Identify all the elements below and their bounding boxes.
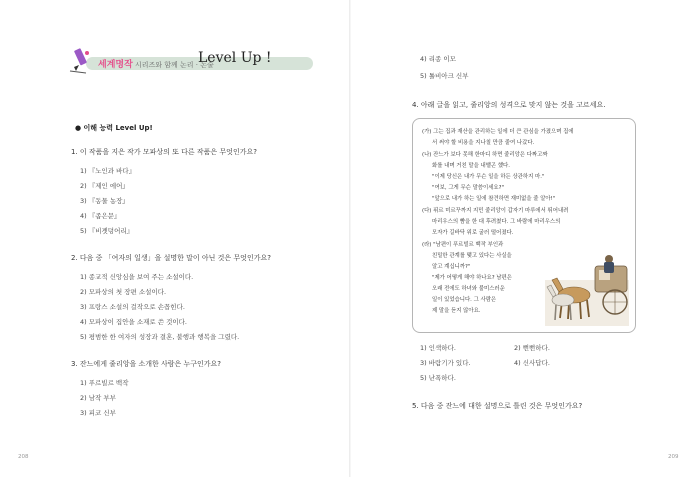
banner-series-rest: 시리즈와 함께 논리 · 논술: [132, 61, 214, 69]
passage-line: 서 써야 할 비용을 지나칠 만큼 줄여 나갔다.: [432, 140, 535, 146]
passage-line: "제가 어떻게 해야 하나요? 남편은: [432, 275, 512, 281]
q4-option-2[interactable]: 2) 뻔뻔하다.: [514, 344, 550, 352]
passage-line: (나) 잔느가 보다 못해 한마디 하면 줄리앙은 다짜고짜: [422, 152, 548, 158]
question-1: 1. 이 작품을 지은 작가 모파상의 또 다른 작품은 무엇인가요?: [71, 148, 257, 156]
q3-option-5[interactable]: 5) 톨비아크 신부: [420, 72, 469, 80]
passage-line: 오래 전에도 하녀와 불미스러운: [432, 286, 505, 292]
passage-line: "앞으로 내가 하는 일에 참견하면 재미없을 줄 알아!": [432, 196, 556, 202]
q3-option-3[interactable]: 3) 피코 신부: [80, 409, 116, 417]
passage-line: 친밀한 관계를 맺고 있다는 사실을: [432, 253, 512, 259]
page-number-left: 208: [18, 454, 29, 460]
question-2: 2. 다음 중 「여자의 일생」을 설명한 말이 아닌 것은 무엇인가요?: [71, 254, 271, 262]
q1-option-4[interactable]: 4) 『좁은문』: [80, 212, 121, 220]
pencil-logo-icon: [68, 47, 94, 75]
passage-line: 마리우스의 뺨을 한 대 후려쳤다. 그 바람에 마리우스의: [432, 219, 561, 225]
section-title: ● 이해 능력 Level Up!: [75, 124, 153, 132]
passage-line: 모자가 길바닥 위로 굴러 떨어졌다.: [432, 230, 514, 236]
q3-option-1[interactable]: 1) 푸르빌르 백작: [80, 379, 129, 387]
passage-line: 알고 계십니까?": [432, 264, 471, 270]
banner-series-name: 세계명작: [98, 60, 133, 70]
q2-option-5[interactable]: 5) 평범한 한 여자의 성장과 결혼, 불행과 행복을 그렸다.: [80, 333, 240, 341]
page-number-right: 209: [668, 454, 679, 460]
q1-option-5[interactable]: 5) 『비곗덩어리』: [80, 227, 134, 235]
q1-option-3[interactable]: 3) 『동물 농장』: [80, 197, 129, 205]
q2-option-2[interactable]: 2) 모파상의 첫 장편 소설이다.: [80, 288, 167, 296]
q4-option-1[interactable]: 1) 인색하다.: [420, 344, 456, 352]
q4-option-4[interactable]: 4) 신사답다.: [514, 359, 550, 367]
q3-option-4[interactable]: 4) 리종 이모: [420, 55, 456, 63]
page-gutter: [349, 0, 351, 477]
passage-line: "여보, 그게 무슨 말씀이세요?": [432, 185, 504, 191]
passage-line: 일이 있었습니다. 그 사람은: [432, 297, 497, 303]
question-4: 4. 아래 글을 읽고, 줄리앙의 성격으로 맞지 않는 것을 고르세요.: [412, 101, 606, 109]
question-3: 3. 잔느에게 줄리앙을 소개한 사람은 누구인가요?: [71, 360, 221, 368]
q1-option-2[interactable]: 2) 『제인 에어』: [80, 182, 129, 190]
question-5: 5. 다음 중 잔느에 대한 설명으로 틀린 것은 무엇인가요?: [412, 402, 583, 410]
banner-series: [98, 57, 214, 70]
passage-line: 화를 내며 거친 말을 내뱉곤 했다.: [432, 163, 510, 169]
passage-line: 제 말을 듣지 않아요.: [432, 308, 481, 314]
q4-option-5[interactable]: 5) 난폭하다.: [420, 374, 456, 382]
passage-line: (가) 그는 집과 재산을 관리하는 일에 더 큰 관심을 가졌으며 집에: [422, 129, 574, 135]
q2-option-3[interactable]: 3) 프랑스 소설의 걸작으로 손꼽힌다.: [80, 303, 185, 311]
banner-title: Level Up !: [198, 50, 272, 66]
q3-option-2[interactable]: 2) 남작 부부: [80, 394, 116, 402]
q2-option-4[interactable]: 4) 모파상이 집안을 소재로 쓴 것이다.: [80, 318, 187, 326]
q1-option-1[interactable]: 1) 『노인과 바다』: [80, 167, 136, 175]
q2-option-1[interactable]: 1) 종교적 신앙심을 보여 주는 소설이다.: [80, 273, 194, 281]
passage-line: "이제 당신은 내가 무슨 일을 하든 상관하지 마.": [432, 174, 545, 180]
passage-line: (다) 퓌르 미르꾸까지 지민 줄리앙이 갑자기 마루에서 뛰어내려: [422, 208, 569, 214]
carriage-illustration: [543, 250, 631, 328]
q4-option-3[interactable]: 3) 바람기가 있다.: [420, 359, 471, 367]
passage-line: (라) "남편이 푸르빌르 백작 부인과: [422, 242, 504, 248]
